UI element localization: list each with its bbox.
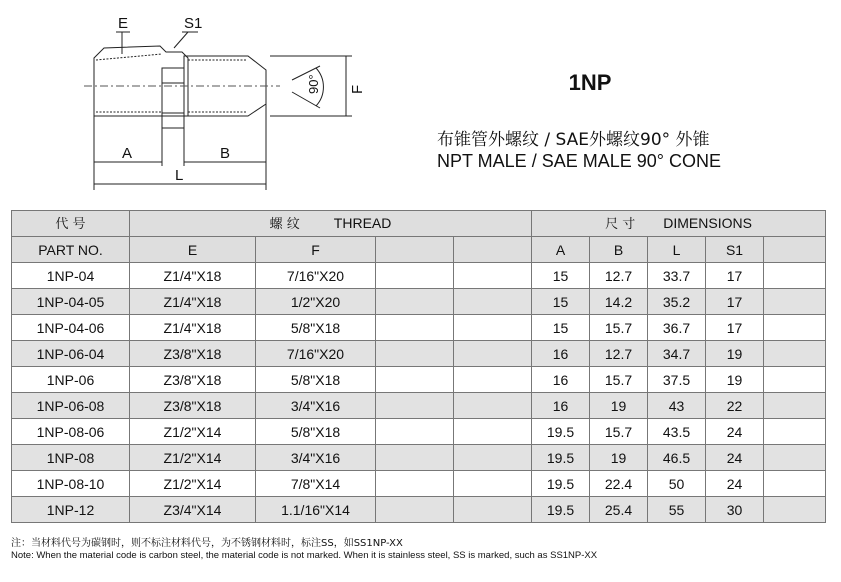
cell-part: 1NP-04 bbox=[12, 263, 130, 289]
header-empty bbox=[376, 237, 454, 263]
cell-s1: 17 bbox=[706, 289, 764, 315]
cell-b: 15.7 bbox=[590, 315, 648, 341]
cell-l: 43.5 bbox=[648, 419, 706, 445]
label-l: L bbox=[175, 167, 184, 184]
cell-s1: 17 bbox=[706, 263, 764, 289]
cell-empty bbox=[454, 341, 532, 367]
model-title: 1NP bbox=[568, 70, 612, 95]
cell-l: 50 bbox=[648, 471, 706, 497]
cell-a: 15 bbox=[532, 315, 590, 341]
cell-empty bbox=[376, 315, 454, 341]
cell-empty bbox=[376, 471, 454, 497]
cell-e: Z3/8"X18 bbox=[130, 393, 256, 419]
cell-empty bbox=[764, 367, 826, 393]
cell-b: 19 bbox=[590, 393, 648, 419]
cell-e: Z1/4"X18 bbox=[130, 289, 256, 315]
cell-e: Z1/4"X18 bbox=[130, 315, 256, 341]
header-col-f: F bbox=[256, 237, 376, 263]
cell-a: 16 bbox=[532, 341, 590, 367]
label-angle: 90° bbox=[306, 74, 321, 94]
header-col-b: B bbox=[590, 237, 648, 263]
table-row bbox=[12, 263, 826, 289]
header-col-e: E bbox=[130, 237, 256, 263]
cell-e: Z1/2"X14 bbox=[130, 445, 256, 471]
cell-a: 16 bbox=[532, 393, 590, 419]
cell-s1: 17 bbox=[706, 315, 764, 341]
table-row bbox=[12, 367, 826, 393]
cell-e: Z1/2"X14 bbox=[130, 419, 256, 445]
cell-empty bbox=[764, 471, 826, 497]
cell-b: 14.2 bbox=[590, 289, 648, 315]
cell-empty bbox=[376, 263, 454, 289]
cell-part: 1NP-04-06 bbox=[12, 315, 130, 341]
cell-a: 16 bbox=[532, 367, 590, 393]
cell-b: 15.7 bbox=[590, 419, 648, 445]
title-chinese: 布锥管外螺纹 / SAE外螺纹90° 外锥 bbox=[437, 130, 710, 150]
cell-empty bbox=[454, 263, 532, 289]
cell-b: 19 bbox=[590, 445, 648, 471]
cell-empty bbox=[764, 419, 826, 445]
cell-e: Z3/8"X18 bbox=[130, 367, 256, 393]
cell-l: 33.7 bbox=[648, 263, 706, 289]
cell-l: 36.7 bbox=[648, 315, 706, 341]
cell-f: 3/4"X16 bbox=[256, 445, 376, 471]
cell-f: 1/2"X20 bbox=[256, 289, 376, 315]
cell-empty bbox=[376, 445, 454, 471]
cell-f: 7/16"X20 bbox=[256, 263, 376, 289]
note-english: Note: When the material code is carbon steel, the material code is not marked. When it is stainless steel, SS is marked, such as SS1NP-XX bbox=[11, 550, 598, 561]
title-english: NPT MALE / SAE MALE 90° CONE bbox=[437, 151, 721, 171]
cell-part: 1NP-06-04 bbox=[12, 341, 130, 367]
fitting-drawing bbox=[70, 8, 370, 198]
header-col-l: L bbox=[648, 237, 706, 263]
cell-empty bbox=[454, 315, 532, 341]
header-col-a: A bbox=[532, 237, 590, 263]
cell-l: 55 bbox=[648, 497, 706, 523]
header-empty bbox=[454, 237, 532, 263]
cell-a: 19.5 bbox=[532, 419, 590, 445]
table-row bbox=[12, 419, 826, 445]
cell-part: 1NP-06-08 bbox=[12, 393, 130, 419]
cell-f: 1.1/16"X14 bbox=[256, 497, 376, 523]
cell-a: 19.5 bbox=[532, 497, 590, 523]
table-row bbox=[12, 315, 826, 341]
cell-empty bbox=[764, 263, 826, 289]
table-row bbox=[12, 289, 826, 315]
cell-a: 15 bbox=[532, 263, 590, 289]
cell-a: 15 bbox=[532, 289, 590, 315]
note-chinese: 注：当材料代号为碳钢时，则不标注材料代号，为不锈钢材料时，标注SS，如SS1NP-XX bbox=[11, 538, 403, 549]
cell-empty bbox=[454, 419, 532, 445]
cell-empty bbox=[376, 289, 454, 315]
cell-f: 5/8"X18 bbox=[256, 315, 376, 341]
label-e: E bbox=[118, 15, 129, 32]
cell-a: 19.5 bbox=[532, 445, 590, 471]
cell-s1: 30 bbox=[706, 497, 764, 523]
cell-f: 5/8"X18 bbox=[256, 419, 376, 445]
header-row-1 bbox=[12, 211, 826, 237]
cell-empty bbox=[764, 341, 826, 367]
cell-empty bbox=[764, 445, 826, 471]
cell-part: 1NP-06 bbox=[12, 367, 130, 393]
table-row bbox=[12, 471, 826, 497]
cell-empty bbox=[376, 393, 454, 419]
cell-b: 15.7 bbox=[590, 367, 648, 393]
cell-s1: 24 bbox=[706, 419, 764, 445]
cell-b: 25.4 bbox=[590, 497, 648, 523]
table-row bbox=[12, 341, 826, 367]
header-part-cn: 代 号 bbox=[12, 211, 130, 237]
cell-l: 43 bbox=[648, 393, 706, 419]
cell-empty bbox=[764, 289, 826, 315]
cell-e: Z1/2"X14 bbox=[130, 471, 256, 497]
cell-empty bbox=[376, 419, 454, 445]
cell-f: 7/16"X20 bbox=[256, 341, 376, 367]
cell-f: 3/4"X16 bbox=[256, 393, 376, 419]
cell-l: 34.7 bbox=[648, 341, 706, 367]
label-b: B bbox=[220, 145, 231, 162]
cell-a: 19.5 bbox=[532, 471, 590, 497]
cell-empty bbox=[376, 367, 454, 393]
cell-part: 1NP-12 bbox=[12, 497, 130, 523]
header-thread: 螺 纹 THREAD bbox=[130, 211, 532, 237]
table-body bbox=[12, 263, 826, 523]
table-row bbox=[12, 445, 826, 471]
cell-part: 1NP-08 bbox=[12, 445, 130, 471]
cell-s1: 22 bbox=[706, 393, 764, 419]
cell-part: 1NP-08-10 bbox=[12, 471, 130, 497]
cell-e: Z3/4"X14 bbox=[130, 497, 256, 523]
header-col-s1: S1 bbox=[706, 237, 764, 263]
table-row bbox=[12, 393, 826, 419]
cell-empty bbox=[764, 393, 826, 419]
cell-empty bbox=[376, 341, 454, 367]
cell-empty bbox=[454, 497, 532, 523]
cell-s1: 19 bbox=[706, 341, 764, 367]
cell-l: 37.5 bbox=[648, 367, 706, 393]
cell-e: Z3/8"X18 bbox=[130, 341, 256, 367]
label-f: F bbox=[349, 84, 366, 94]
spec-table bbox=[11, 210, 826, 523]
cell-b: 22.4 bbox=[590, 471, 648, 497]
cell-empty bbox=[764, 315, 826, 341]
cell-empty bbox=[454, 445, 532, 471]
cell-empty bbox=[376, 497, 454, 523]
cell-f: 7/8"X14 bbox=[256, 471, 376, 497]
cell-part: 1NP-04-05 bbox=[12, 289, 130, 315]
cell-s1: 19 bbox=[706, 367, 764, 393]
header-dimensions: 尺 寸 DIMENSIONS bbox=[532, 211, 826, 237]
cell-e: Z1/4"X18 bbox=[130, 263, 256, 289]
cell-part: 1NP-08-06 bbox=[12, 419, 130, 445]
cell-empty bbox=[454, 393, 532, 419]
table-row bbox=[12, 497, 826, 523]
cell-l: 46.5 bbox=[648, 445, 706, 471]
cell-l: 35.2 bbox=[648, 289, 706, 315]
header-empty bbox=[764, 237, 826, 263]
cell-empty bbox=[764, 497, 826, 523]
cell-s1: 24 bbox=[706, 445, 764, 471]
cell-s1: 24 bbox=[706, 471, 764, 497]
cell-b: 12.7 bbox=[590, 263, 648, 289]
header-row-2 bbox=[12, 237, 826, 263]
cell-empty bbox=[454, 367, 532, 393]
cell-empty bbox=[454, 471, 532, 497]
label-a: A bbox=[122, 145, 133, 162]
cell-f: 5/8"X18 bbox=[256, 367, 376, 393]
cell-empty bbox=[454, 289, 532, 315]
header-part-en: PART NO. bbox=[12, 237, 130, 263]
label-s1: S1 bbox=[184, 15, 203, 32]
cell-b: 12.7 bbox=[590, 341, 648, 367]
